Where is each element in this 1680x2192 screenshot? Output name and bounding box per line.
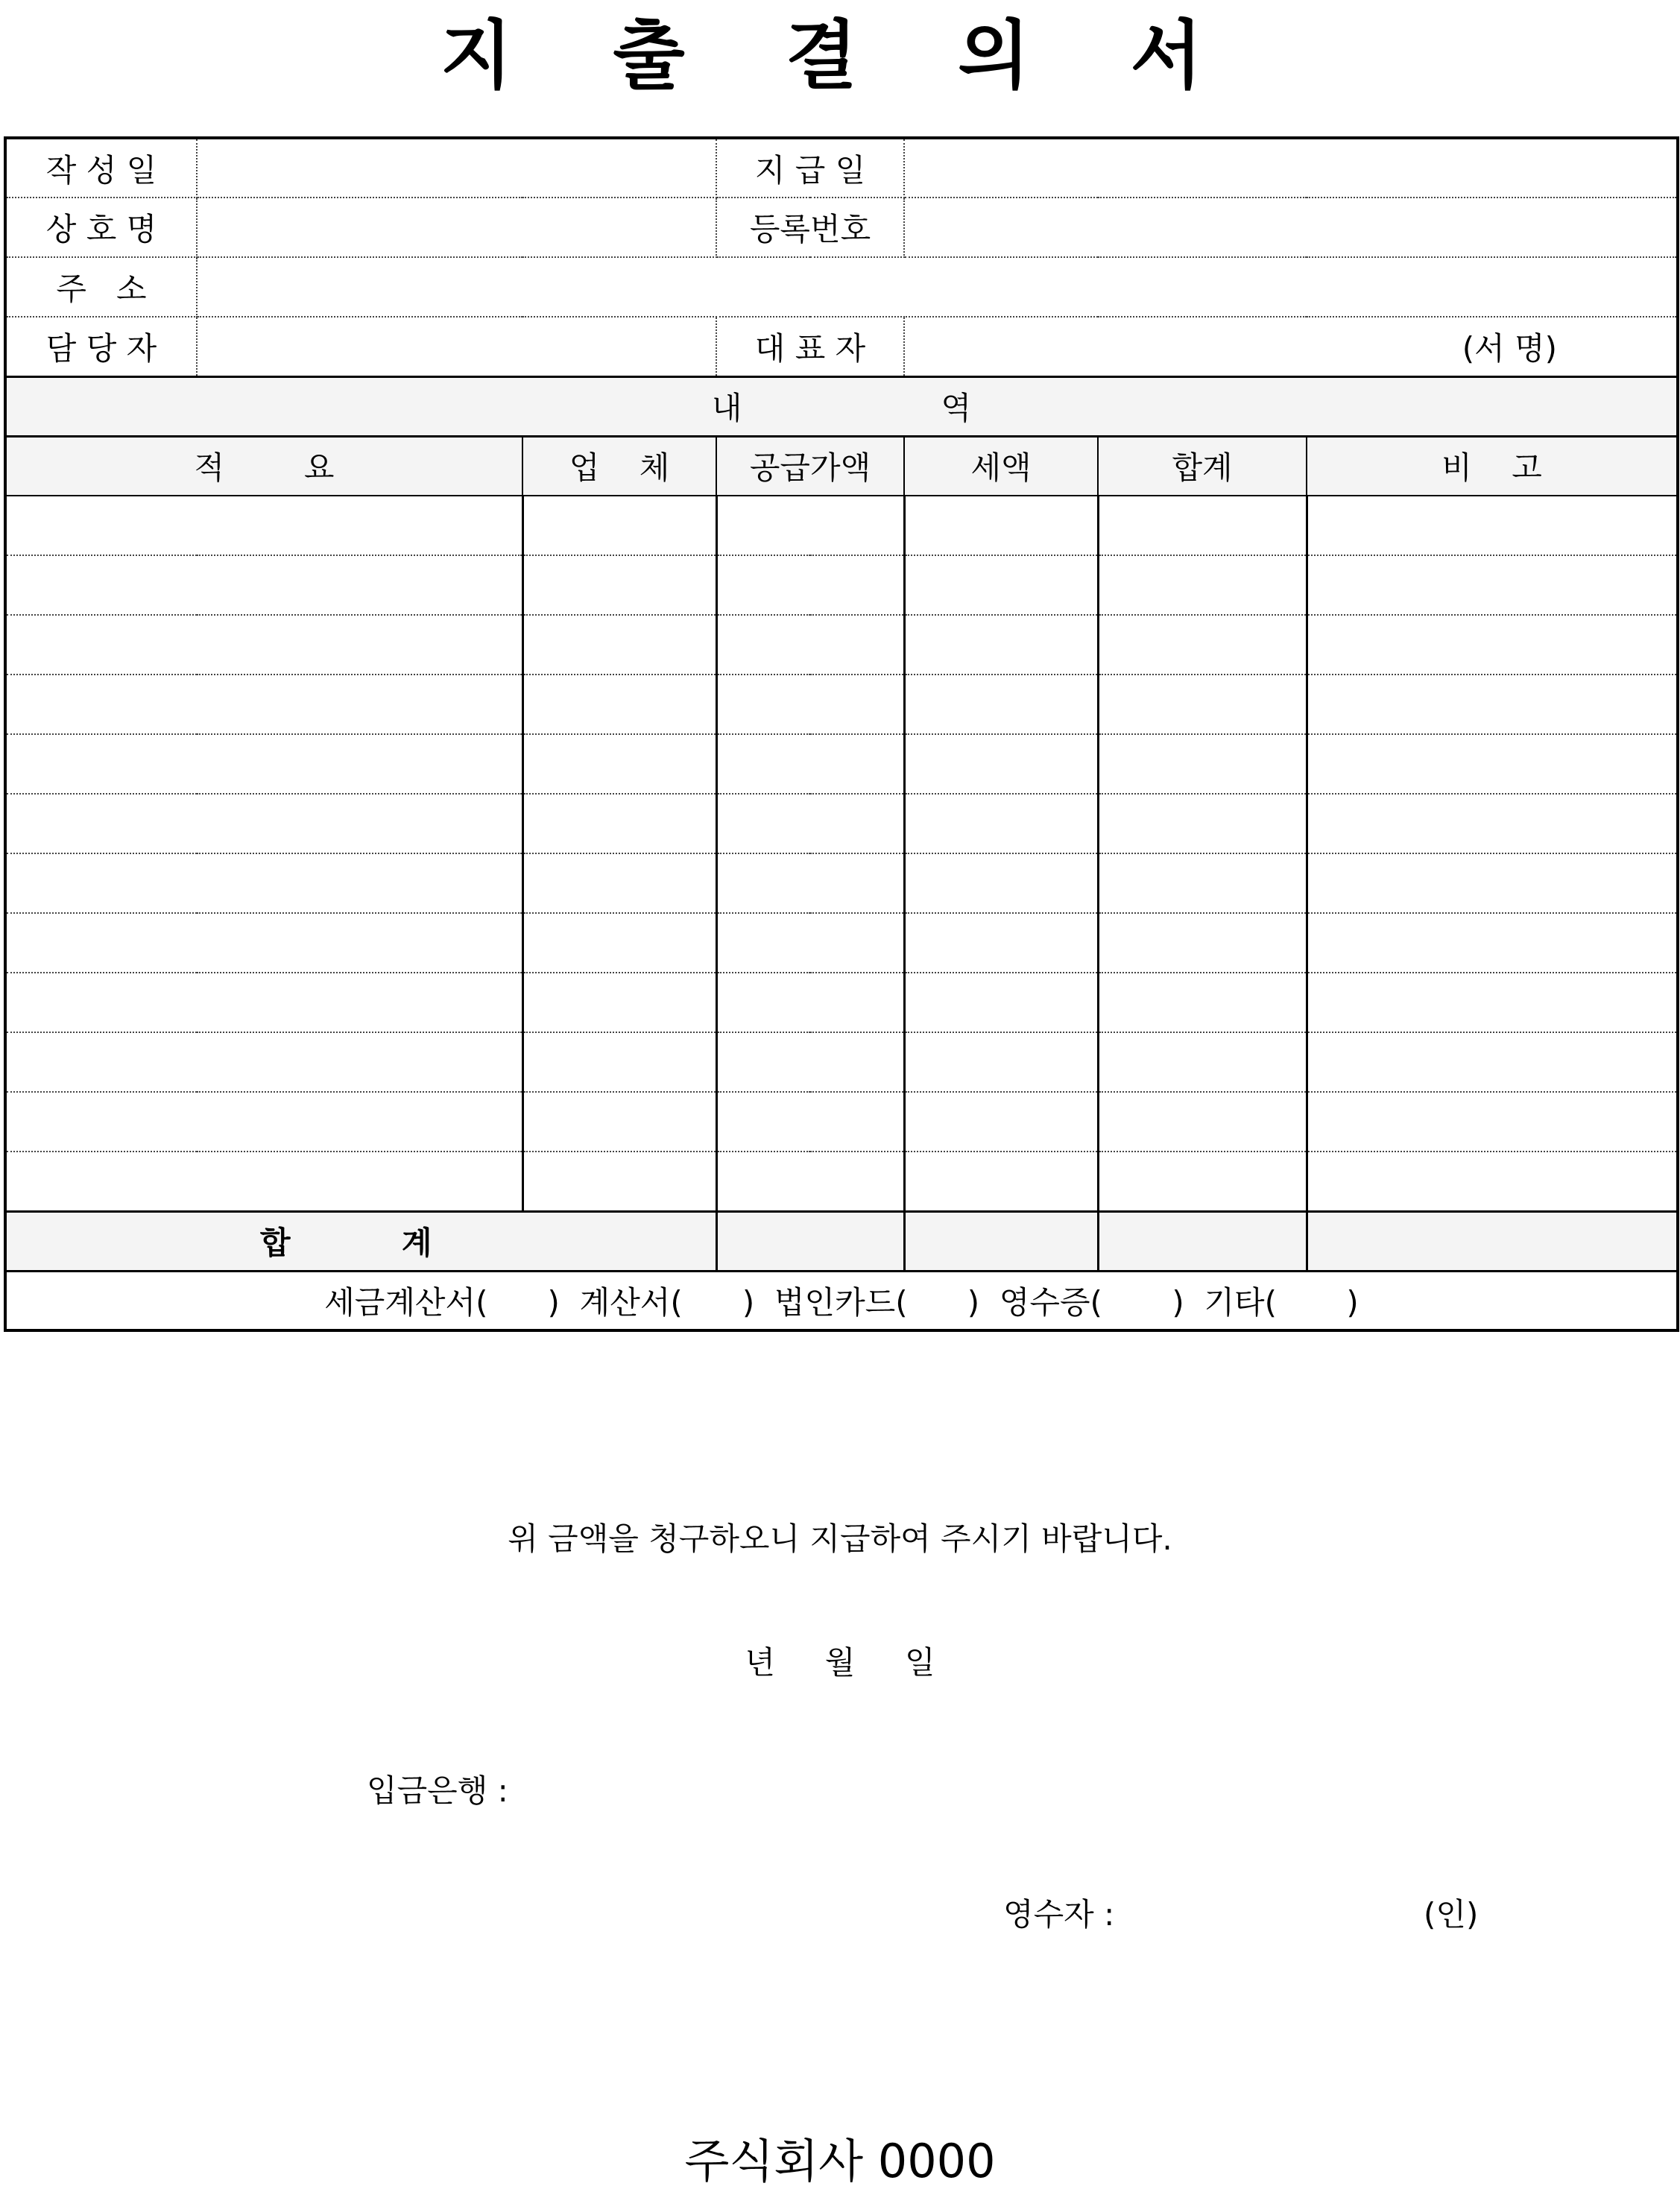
col-total: 합계 xyxy=(1098,436,1307,496)
signature-label: (서 명) xyxy=(1462,329,1558,367)
receiver-label: 영수자 : xyxy=(1003,1896,1115,1933)
item-description-cell[interactable] xyxy=(5,496,522,555)
item-supply-cell[interactable] xyxy=(716,1092,904,1152)
item-total-cell[interactable] xyxy=(1098,1032,1307,1092)
col-supply-amount: 공급가액 xyxy=(716,436,904,496)
item-total-cell[interactable] xyxy=(1098,555,1307,615)
item-tax-cell[interactable] xyxy=(904,1092,1098,1152)
total-supply-cell[interactable] xyxy=(716,1211,904,1271)
item-description-cell[interactable] xyxy=(5,1092,522,1152)
reg-number-field[interactable] xyxy=(904,198,1678,257)
total-label: 합 계 xyxy=(5,1211,716,1271)
item-remarks-cell[interactable] xyxy=(1307,615,1678,675)
item-remarks-cell[interactable] xyxy=(1307,973,1678,1032)
item-description-cell[interactable] xyxy=(5,973,522,1032)
item-rows xyxy=(5,496,1678,1211)
item-vendor-cell[interactable] xyxy=(522,675,716,734)
expense-form-table xyxy=(4,136,1679,1332)
item-tax-cell[interactable] xyxy=(904,1152,1098,1211)
table-row xyxy=(5,913,1678,973)
col-vendor: 업 체 xyxy=(522,436,716,496)
item-vendor-cell[interactable] xyxy=(522,615,716,675)
address-label: 주 소 xyxy=(5,257,197,317)
section-title: 내 역 xyxy=(5,376,1678,436)
item-remarks-cell[interactable] xyxy=(1307,496,1678,555)
item-description-cell[interactable] xyxy=(5,853,522,913)
item-tax-cell[interactable] xyxy=(904,734,1098,794)
deposit-bank-label: 입금은행 : xyxy=(367,1772,508,1809)
table-row xyxy=(5,615,1678,675)
item-supply-cell[interactable] xyxy=(716,496,904,555)
payment-date-label: 지 급 일 xyxy=(716,138,904,198)
item-supply-cell[interactable] xyxy=(716,555,904,615)
item-tax-cell[interactable] xyxy=(904,973,1098,1032)
manager-label: 담 당 자 xyxy=(5,317,197,376)
seal-label: (인) xyxy=(1424,1896,1479,1933)
item-remarks-cell[interactable] xyxy=(1307,913,1678,973)
total-tax-cell[interactable] xyxy=(904,1211,1098,1271)
item-remarks-cell[interactable] xyxy=(1307,675,1678,734)
company-name-field[interactable] xyxy=(197,198,716,257)
total-remarks-cell[interactable] xyxy=(1307,1211,1678,1271)
company-name-label: 상 호 명 xyxy=(5,198,197,257)
item-vendor-cell[interactable] xyxy=(522,555,716,615)
item-tax-cell[interactable] xyxy=(904,615,1098,675)
item-description-cell[interactable] xyxy=(5,1032,522,1092)
reg-number-label: 등록번호 xyxy=(716,198,904,257)
item-vendor-cell[interactable] xyxy=(522,1092,716,1152)
signature-field[interactable] xyxy=(904,317,1678,376)
col-remarks: 비 고 xyxy=(1307,436,1678,496)
payment-date-field[interactable] xyxy=(904,138,1678,198)
item-supply-cell[interactable] xyxy=(716,794,904,853)
table-row xyxy=(5,973,1678,1032)
item-supply-cell[interactable] xyxy=(716,675,904,734)
date-line: 년 월 일 xyxy=(745,1644,935,1681)
item-tax-cell[interactable] xyxy=(904,853,1098,913)
item-total-cell[interactable] xyxy=(1098,675,1307,734)
item-supply-cell[interactable] xyxy=(716,1152,904,1211)
item-total-cell[interactable] xyxy=(1098,913,1307,973)
item-total-cell[interactable] xyxy=(1098,853,1307,913)
item-supply-cell[interactable] xyxy=(716,853,904,913)
item-description-cell[interactable] xyxy=(5,675,522,734)
item-vendor-cell[interactable] xyxy=(522,853,716,913)
item-vendor-cell[interactable] xyxy=(522,973,716,1032)
table-row xyxy=(5,675,1678,734)
item-vendor-cell[interactable] xyxy=(522,1152,716,1211)
item-supply-cell[interactable] xyxy=(716,734,904,794)
item-tax-cell[interactable] xyxy=(904,1032,1098,1092)
item-remarks-cell[interactable] xyxy=(1307,555,1678,615)
item-vendor-cell[interactable] xyxy=(522,913,716,973)
col-description: 적 요 xyxy=(5,436,522,496)
item-vendor-cell[interactable] xyxy=(522,496,716,555)
item-total-cell[interactable] xyxy=(1098,1092,1307,1152)
item-supply-cell[interactable] xyxy=(716,615,904,675)
item-supply-cell[interactable] xyxy=(716,973,904,1032)
item-tax-cell[interactable] xyxy=(904,496,1098,555)
item-remarks-cell[interactable] xyxy=(1307,853,1678,913)
item-description-cell[interactable] xyxy=(5,615,522,675)
item-remarks-cell[interactable] xyxy=(1307,1152,1678,1211)
item-total-cell[interactable] xyxy=(1098,496,1307,555)
table-row xyxy=(5,1092,1678,1152)
date-written-label: 작 성 일 xyxy=(5,138,197,198)
item-description-cell[interactable] xyxy=(5,555,522,615)
item-tax-cell[interactable] xyxy=(904,555,1098,615)
item-description-cell[interactable] xyxy=(5,913,522,973)
table-row xyxy=(5,1032,1678,1092)
table-row xyxy=(5,1152,1678,1211)
item-total-cell[interactable] xyxy=(1098,973,1307,1032)
item-remarks-cell[interactable] xyxy=(1307,1032,1678,1092)
request-sentence: 위 금액을 청구하오니 지급하여 주시기 바랍니다. xyxy=(508,1520,1172,1557)
item-vendor-cell[interactable] xyxy=(522,1032,716,1092)
item-tax-cell[interactable] xyxy=(904,794,1098,853)
representative-label: 대 표 자 xyxy=(716,317,904,376)
col-tax: 세액 xyxy=(904,436,1098,496)
document-title: 지 출 결 의 서 xyxy=(440,12,1240,99)
address-field[interactable] xyxy=(197,257,1678,317)
company-name: 주식회사 0000 xyxy=(684,2134,996,2188)
evidence-type-line[interactable]: 세금계산서( ) 계산서( ) 법인카드( ) 영수증( ) 기타( ) xyxy=(5,1271,1678,1330)
item-description-cell[interactable] xyxy=(5,794,522,853)
manager-field[interactable] xyxy=(197,317,716,376)
item-tax-cell[interactable] xyxy=(904,675,1098,734)
item-total-cell[interactable] xyxy=(1098,734,1307,794)
item-supply-cell[interactable] xyxy=(716,913,904,973)
item-description-cell[interactable] xyxy=(5,1152,522,1211)
item-vendor-cell[interactable] xyxy=(522,794,716,853)
table-row xyxy=(5,794,1678,853)
item-total-cell[interactable] xyxy=(1098,615,1307,675)
item-remarks-cell[interactable] xyxy=(1307,734,1678,794)
date-written-field[interactable] xyxy=(197,138,716,198)
item-remarks-cell[interactable] xyxy=(1307,1092,1678,1152)
item-tax-cell[interactable] xyxy=(904,913,1098,973)
total-sum-cell[interactable] xyxy=(1098,1211,1307,1271)
item-remarks-cell[interactable] xyxy=(1307,794,1678,853)
table-row xyxy=(5,853,1678,913)
item-supply-cell[interactable] xyxy=(716,1032,904,1092)
item-total-cell[interactable] xyxy=(1098,1152,1307,1211)
item-description-cell[interactable] xyxy=(5,734,522,794)
table-row xyxy=(5,734,1678,794)
item-vendor-cell[interactable] xyxy=(522,734,716,794)
table-row xyxy=(5,496,1678,555)
table-row xyxy=(5,555,1678,615)
item-total-cell[interactable] xyxy=(1098,794,1307,853)
